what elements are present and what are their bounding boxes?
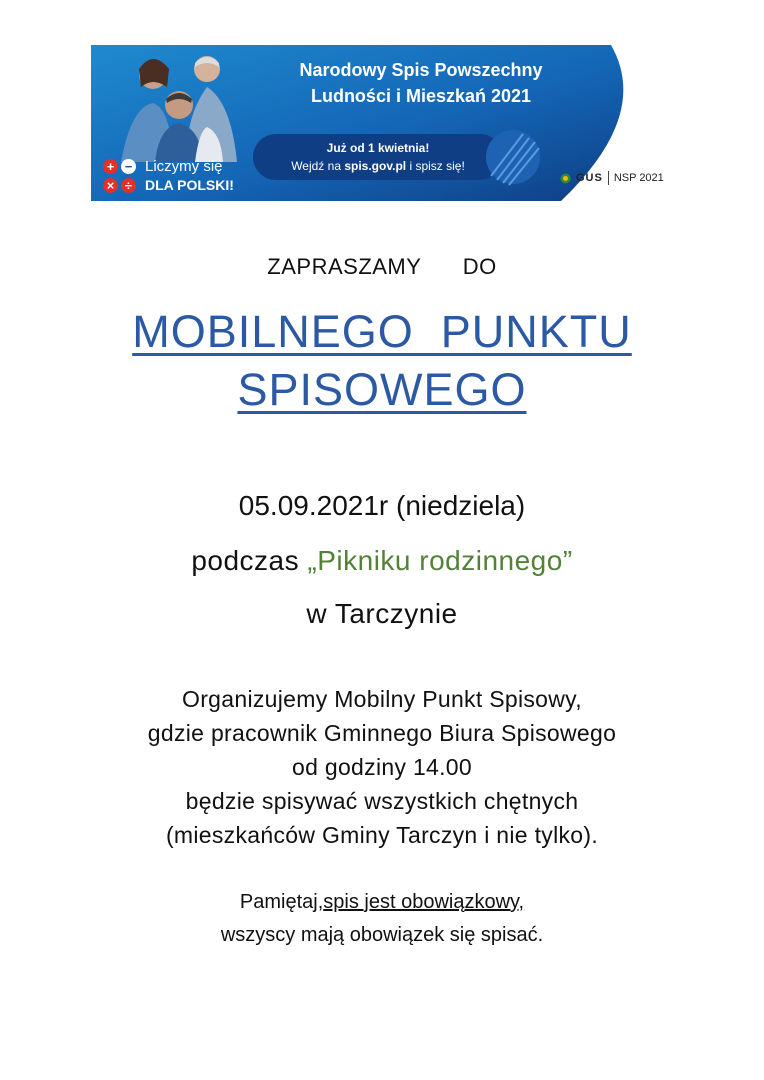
banner-title-line1: Narodowy Spis Powszechny — [299, 60, 543, 80]
reminder-prefix: Pamiętaj, — [239, 891, 324, 913]
headline — [0, 303, 764, 419]
invite-word2: DO — [462, 254, 497, 279]
gus-logo-icon — [560, 173, 571, 184]
event-date: 05.09.2021r (niedziela) — [238, 490, 526, 521]
pill-line2-pre: Wejdź na — [291, 159, 345, 173]
event-place: w Tarczynie — [306, 598, 458, 629]
picnic-name: „Pikniku rodzinnego” — [307, 545, 573, 576]
invite-line — [0, 254, 764, 280]
slogan — [95, 155, 245, 199]
reminder-line2: wszyscy mają obowiązek się spisać. — [220, 924, 544, 946]
minus-icon: − — [121, 159, 136, 174]
info-line3: od godziny 14.00 — [292, 754, 472, 780]
event-picnic — [0, 545, 764, 577]
census-banner — [91, 45, 671, 201]
info-line1: Organizujemy Mobilny Punkt Spisowy, — [182, 686, 582, 712]
divide-icon: ÷ — [121, 178, 136, 193]
nsp-label: NSP 2021 — [613, 172, 664, 184]
times-icon: × — [103, 178, 118, 193]
banner-title-line2: Ludności i Mieszkań 2021 — [310, 86, 532, 106]
banner-cta-pill — [253, 134, 503, 180]
info-line2: gdzie pracownik Gminnego Biura Spisowego — [147, 720, 617, 746]
slogan-line2: DLA POLSKI! — [145, 177, 234, 193]
info-line4: będzie spisywać wszystkich chętnych — [185, 788, 579, 814]
banner-title — [221, 57, 621, 109]
pill-link[interactable]: spis.gov.pl — [344, 159, 407, 173]
headline-line2: SPISOWEGO — [237, 364, 527, 415]
info-paragraph — [0, 682, 764, 852]
pill-line1: Już od 1 kwietnia! — [326, 141, 430, 155]
stripes-decoration-icon — [483, 128, 543, 186]
invite-word1: ZAPRASZAMY — [267, 254, 422, 279]
pill-line2-post: i spisz się! — [406, 159, 465, 173]
reminder-underlined: spis jest obowiązkowy, — [323, 891, 525, 913]
reminder — [0, 886, 764, 952]
picnic-prefix: podczas — [191, 545, 308, 576]
headline-line1: MOBILNEGO PUNKTU — [132, 306, 632, 357]
gus-label: GUS — [576, 172, 603, 184]
math-operators-icon — [103, 159, 137, 195]
logo-divider — [608, 171, 609, 185]
slogan-line1: Liczymy się — [145, 158, 223, 175]
gus-logo — [560, 171, 664, 185]
info-line5: (mieszkańców Gminy Tarczyn i nie tylko). — [165, 822, 599, 848]
plus-icon: + — [103, 159, 118, 174]
